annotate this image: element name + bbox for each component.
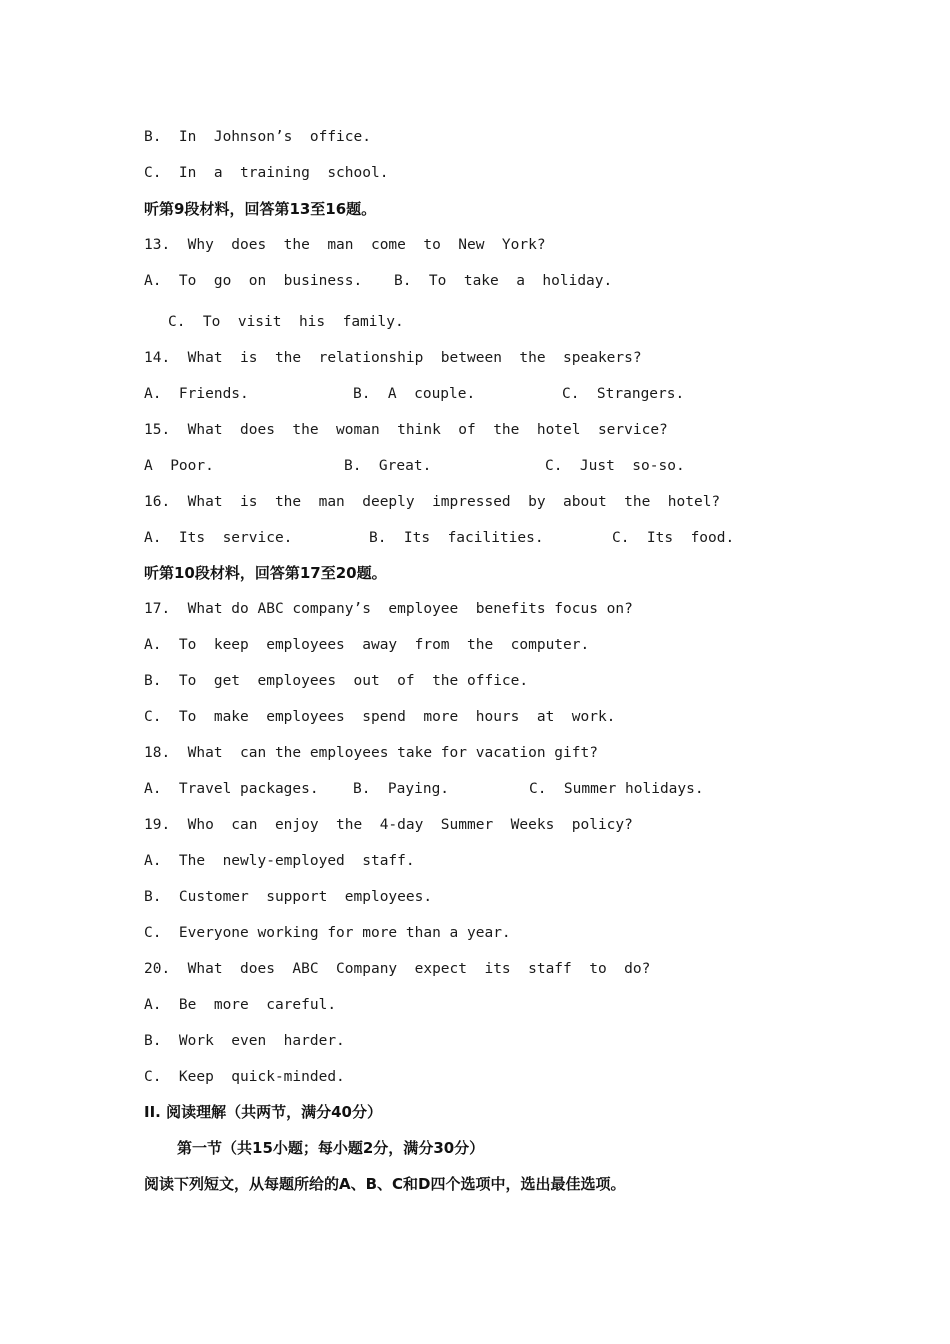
option-line: B. In Johnson’s office. xyxy=(144,129,371,145)
option-b: B. Paying. xyxy=(353,781,450,797)
option-b: B. Work even harder. xyxy=(144,1033,345,1049)
option-line: C. In a training school. xyxy=(144,165,389,181)
section-heading: 听第10段材料，回答第17至20题。 xyxy=(144,564,387,582)
option-b: B. To take a holiday. xyxy=(394,273,613,289)
option-a: A. Travel packages. xyxy=(144,781,319,797)
option-b: B. Its facilities. xyxy=(369,530,544,546)
part-heading: II. 阅读理解（共两节，满分40分） xyxy=(144,1103,382,1121)
option-b: B. Customer support employees. xyxy=(144,889,433,905)
option-a: A. To go on business. xyxy=(144,273,363,289)
option-c: C. Its food. xyxy=(612,530,735,546)
option-a: A. To keep employees away from the computer. xyxy=(144,637,590,653)
option-c: C. To visit his family. xyxy=(168,314,404,330)
option-c: C. Just so-so. xyxy=(545,458,685,474)
question-19: 19. Who can enjoy the 4-day Summer Weeks policy? xyxy=(144,817,633,833)
option-a: A Poor. xyxy=(144,458,214,474)
option-b: B. To get employees out of the office. xyxy=(144,673,529,689)
question-14: 14. What is the relationship between the speakers? xyxy=(144,350,642,366)
option-a: A. The newly-employed staff. xyxy=(144,853,415,869)
question-13: 13. Why does the man come to New York? xyxy=(144,237,546,253)
question-18: 18. What can the employees take for vacation gift? xyxy=(144,745,598,761)
question-20: 20. What does ABC Company expect its staff to do? xyxy=(144,961,651,977)
options-row xyxy=(144,271,844,351)
question-16: 16. What is the man deeply impressed by about the hotel? xyxy=(144,494,721,510)
question-17: 17. What do ABC company’s employee benefits focus on? xyxy=(144,601,633,617)
question-15: 15. What does the woman think of the hotel service? xyxy=(144,422,668,438)
option-c: C. Strangers. xyxy=(562,386,685,402)
option-a: A. Friends. xyxy=(144,386,249,402)
option-c: C. Summer holidays. xyxy=(529,781,704,797)
option-c: C. Keep quick-minded. xyxy=(144,1069,345,1085)
section-heading: 听第9段材料，回答第13至16题。 xyxy=(144,200,377,218)
option-a: A. Its service. xyxy=(144,530,293,546)
option-c: C. Everyone working for more than a year. xyxy=(144,925,511,941)
option-b: B. A couple. xyxy=(353,386,476,402)
option-a: A. Be more careful. xyxy=(144,997,337,1013)
subsection-heading: 第一节（共15小题；每小题2分，满分30分） xyxy=(177,1139,485,1157)
instructions: 阅读下列短文，从每题所给的A、B、C和D四个选项中，选出最佳选项。 xyxy=(144,1175,626,1193)
option-b: B. Great. xyxy=(344,458,432,474)
option-c: C. To make employees spend more hours at work. xyxy=(144,709,616,725)
